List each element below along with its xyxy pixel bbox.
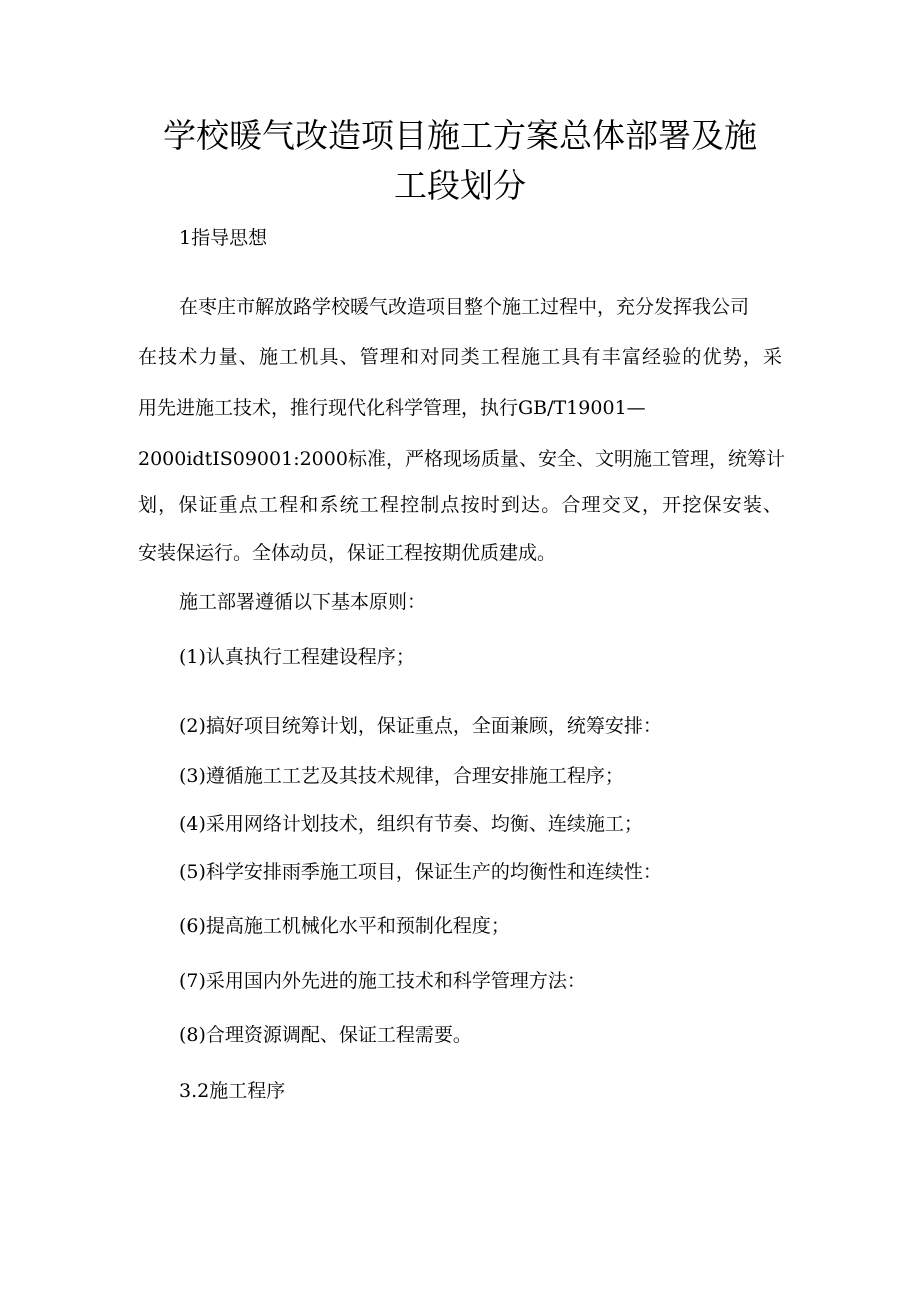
principle-item: (5)科学安排雨季施工项目，保证生产的均衡性和连续性： (179, 861, 662, 883)
principle-item: (3)遵循施工工艺及其技术规律，合理安排施工程序； (179, 765, 624, 787)
paragraph-line: 划，保证重点工程和系统工程控制点按时到达。合理交叉，开挖保安装、 (138, 494, 782, 516)
principle-item: (4)采用网络计划技术，组织有节奏、均衡、连续施工； (179, 813, 643, 835)
paragraph-line: 用先进施工技术，推行现代化科学管理，执行GB/T19001— (138, 397, 646, 419)
section-heading-guiding-ideology: 1指导思想 (179, 227, 268, 249)
paragraph-line: 在技术力量、施工机具、管理和对同类工程施工具有丰富经验的优势，采 (138, 346, 782, 368)
document-title-line-2: 工段划分 (394, 166, 526, 205)
paragraph-line: 在枣庄市解放路学校暖气改造项目整个施工过程中，充分发挥我公司 (179, 296, 750, 318)
principle-item: (6)提高施工机械化水平和预制化程度； (179, 915, 510, 937)
document-title-line-1: 学校暖气改造项目施工方案总体部署及施 (163, 116, 757, 155)
principle-item: (7)采用国内外先进的施工技术和科学管理方法： (179, 970, 586, 992)
section-heading-construction-procedure: 3.2施工程序 (179, 1080, 286, 1102)
principle-item: (8)合理资源调配、保证工程需要。 (179, 1024, 472, 1046)
paragraph-line: 2000idtIS09001:2000标准，严格现场质量、安全、文明施工管理，统筹计 (138, 448, 785, 470)
paragraph-line: 安装保运行。全体动员，保证工程按期优质建成。 (138, 542, 557, 564)
principle-item: (1)认真执行工程建设程序； (179, 646, 415, 668)
principles-intro: 施工部署遵循以下基本原则： (179, 591, 427, 613)
principle-item: (2)搞好项目统筹计划，保证重点，全面兼顾，统筹安排： (179, 715, 662, 737)
